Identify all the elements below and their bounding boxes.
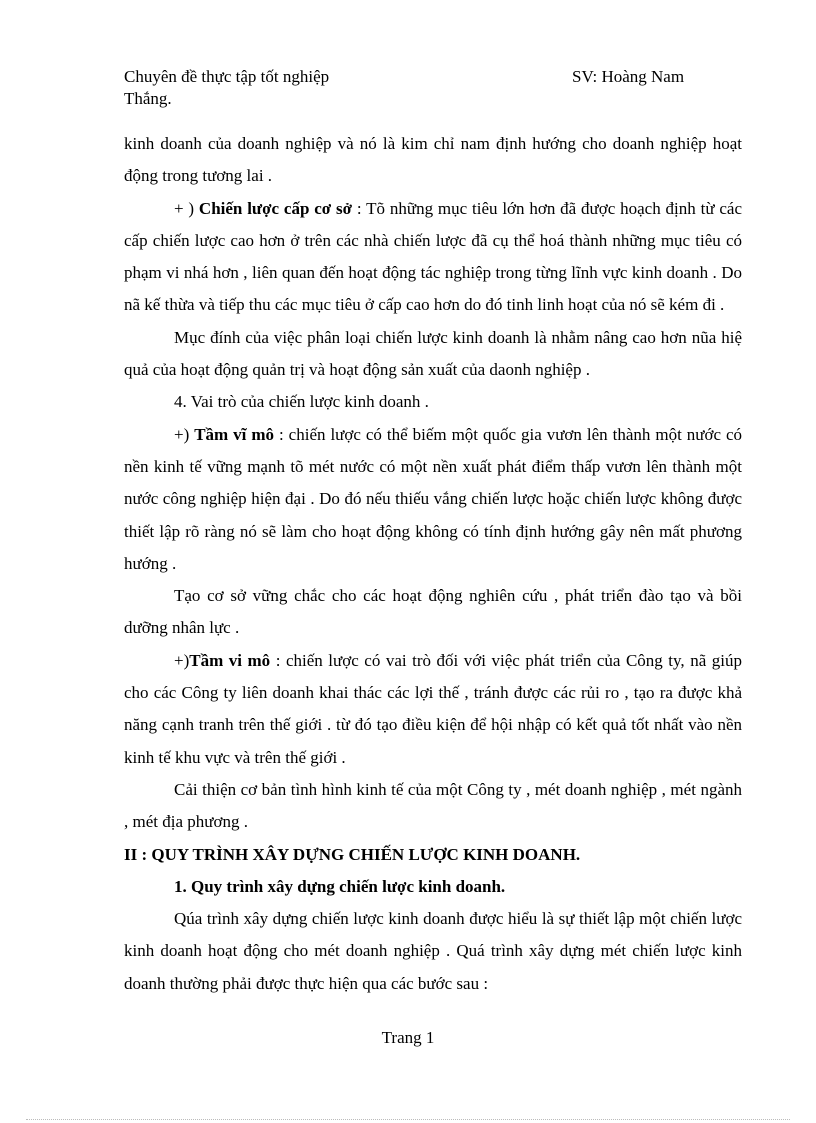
paragraph-6: Tạo cơ sở vững chắc cho các hoạt động nghiên cứu , phát triển đào tạo và bồi dưỡng nhân lực . (124, 586, 742, 638)
paragraph-5-bold: Tầm vĩ mô (194, 424, 275, 444)
paragraph-5 (124, 419, 742, 580)
paragraph-2-text: : Tõ những mục tiêu lớn hơn đã được hoạch định từ các cấp chiến lược cao hơn ở trên các nhà chiến lược đã cụ thể hoá thành những mục tiêu có phạm vi nhá hơn , liên quan đến hoạt động tác nghiệp trong từng lĩnh vực kinh doanh . Do nã kế thừa và tiếp thu các mục tiêu ở cấp cao hơn do đó tinh linh hoạt của nó sẽ kém đi . (124, 198, 743, 315)
header-title: Chuyên đề thực tập tốt nghiệp (124, 67, 330, 86)
page-bottom-divider (26, 1119, 790, 1120)
paragraph-2-bold: Chiến lược cấp cơ sở (198, 198, 353, 218)
paragraph-2-prefix: + ) (174, 198, 199, 218)
section-4-title: 4. Vai trò của chiến lược kinh doanh . (174, 392, 429, 412)
paragraph-7-prefix: +) (174, 650, 190, 670)
paragraph-7-text: : chiến lược có vai trò đối với việc phát triển của Công ty, nã giúp cho các Công ty liên doanh khai thác các lợi thế , tránh được các rủi ro , tạo ra được khả năng cạnh tranh trên thế giới . từ đó tạo điều kiện để hội nhập có kết quả tốt nhất vào nền kinh tế khu vực và trên thế giới . (124, 650, 742, 767)
header-student: SV: Hoàng Nam (572, 67, 685, 86)
paragraph-1: kinh doanh của doanh nghiệp và nó là kim chỉ nam định hướng cho doanh nghiệp hoạt động trong tương lai . (124, 134, 742, 186)
page-number: Trang 1 (381, 1028, 435, 1047)
document-body (124, 128, 742, 1000)
paragraph-2 (124, 193, 742, 322)
paragraph-3: Mục đính của việc phân loại chiến lược kinh doanh là nhằm nâng cao hơn nũa hiệ quả của hoạt động quản trị và hoạt động sản xuất của daonh nghiệp . (124, 327, 742, 380)
subsection-heading: 1. Quy trình xây dựng chiến lược kinh doanh. (174, 876, 506, 896)
section-heading: II : QUY TRÌNH XÂY DỰNG CHIẾN LƯỢC KINH DOANH. (124, 844, 581, 864)
header-left (124, 66, 329, 110)
paragraph-7 (124, 645, 742, 774)
paragraph-5-prefix: +) (174, 424, 195, 444)
header-title-continuation: Thắng. (124, 89, 172, 108)
paragraph-9: Qúa trình xây dựng chiến lược kinh doanh được hiểu là sự thiết lập một chiến lược kinh doanh hoạt động cho mét doanh nghiệp . Quá trình xây dựng mét chiến lược kinh doanh thường phải được thực hiện qua các bước sau : (124, 909, 742, 993)
paragraph-8: Cải thiện cơ bản tình hình kinh tế của một Công ty , mét doanh nghiệp , mét ngành , mét địa phương . (124, 779, 742, 832)
paragraph-7-bold: Tầm vi mô (189, 650, 271, 670)
paragraph-5-text: : chiến lược có thể biếm một quốc gia vươn lên thành một nước có nền kinh tế vững mạnh tõ mét nước có một nền xuất phát điểm thấp vươn lên thành một nước công nghiệp hiện đại . Do đó nếu thiếu vắng chiến lược hoặc chiến lược không được thiết lập rõ ràng nó sẽ làm cho hoạt động không có tính định hướng gây nên mất phương hướng . (124, 424, 743, 573)
